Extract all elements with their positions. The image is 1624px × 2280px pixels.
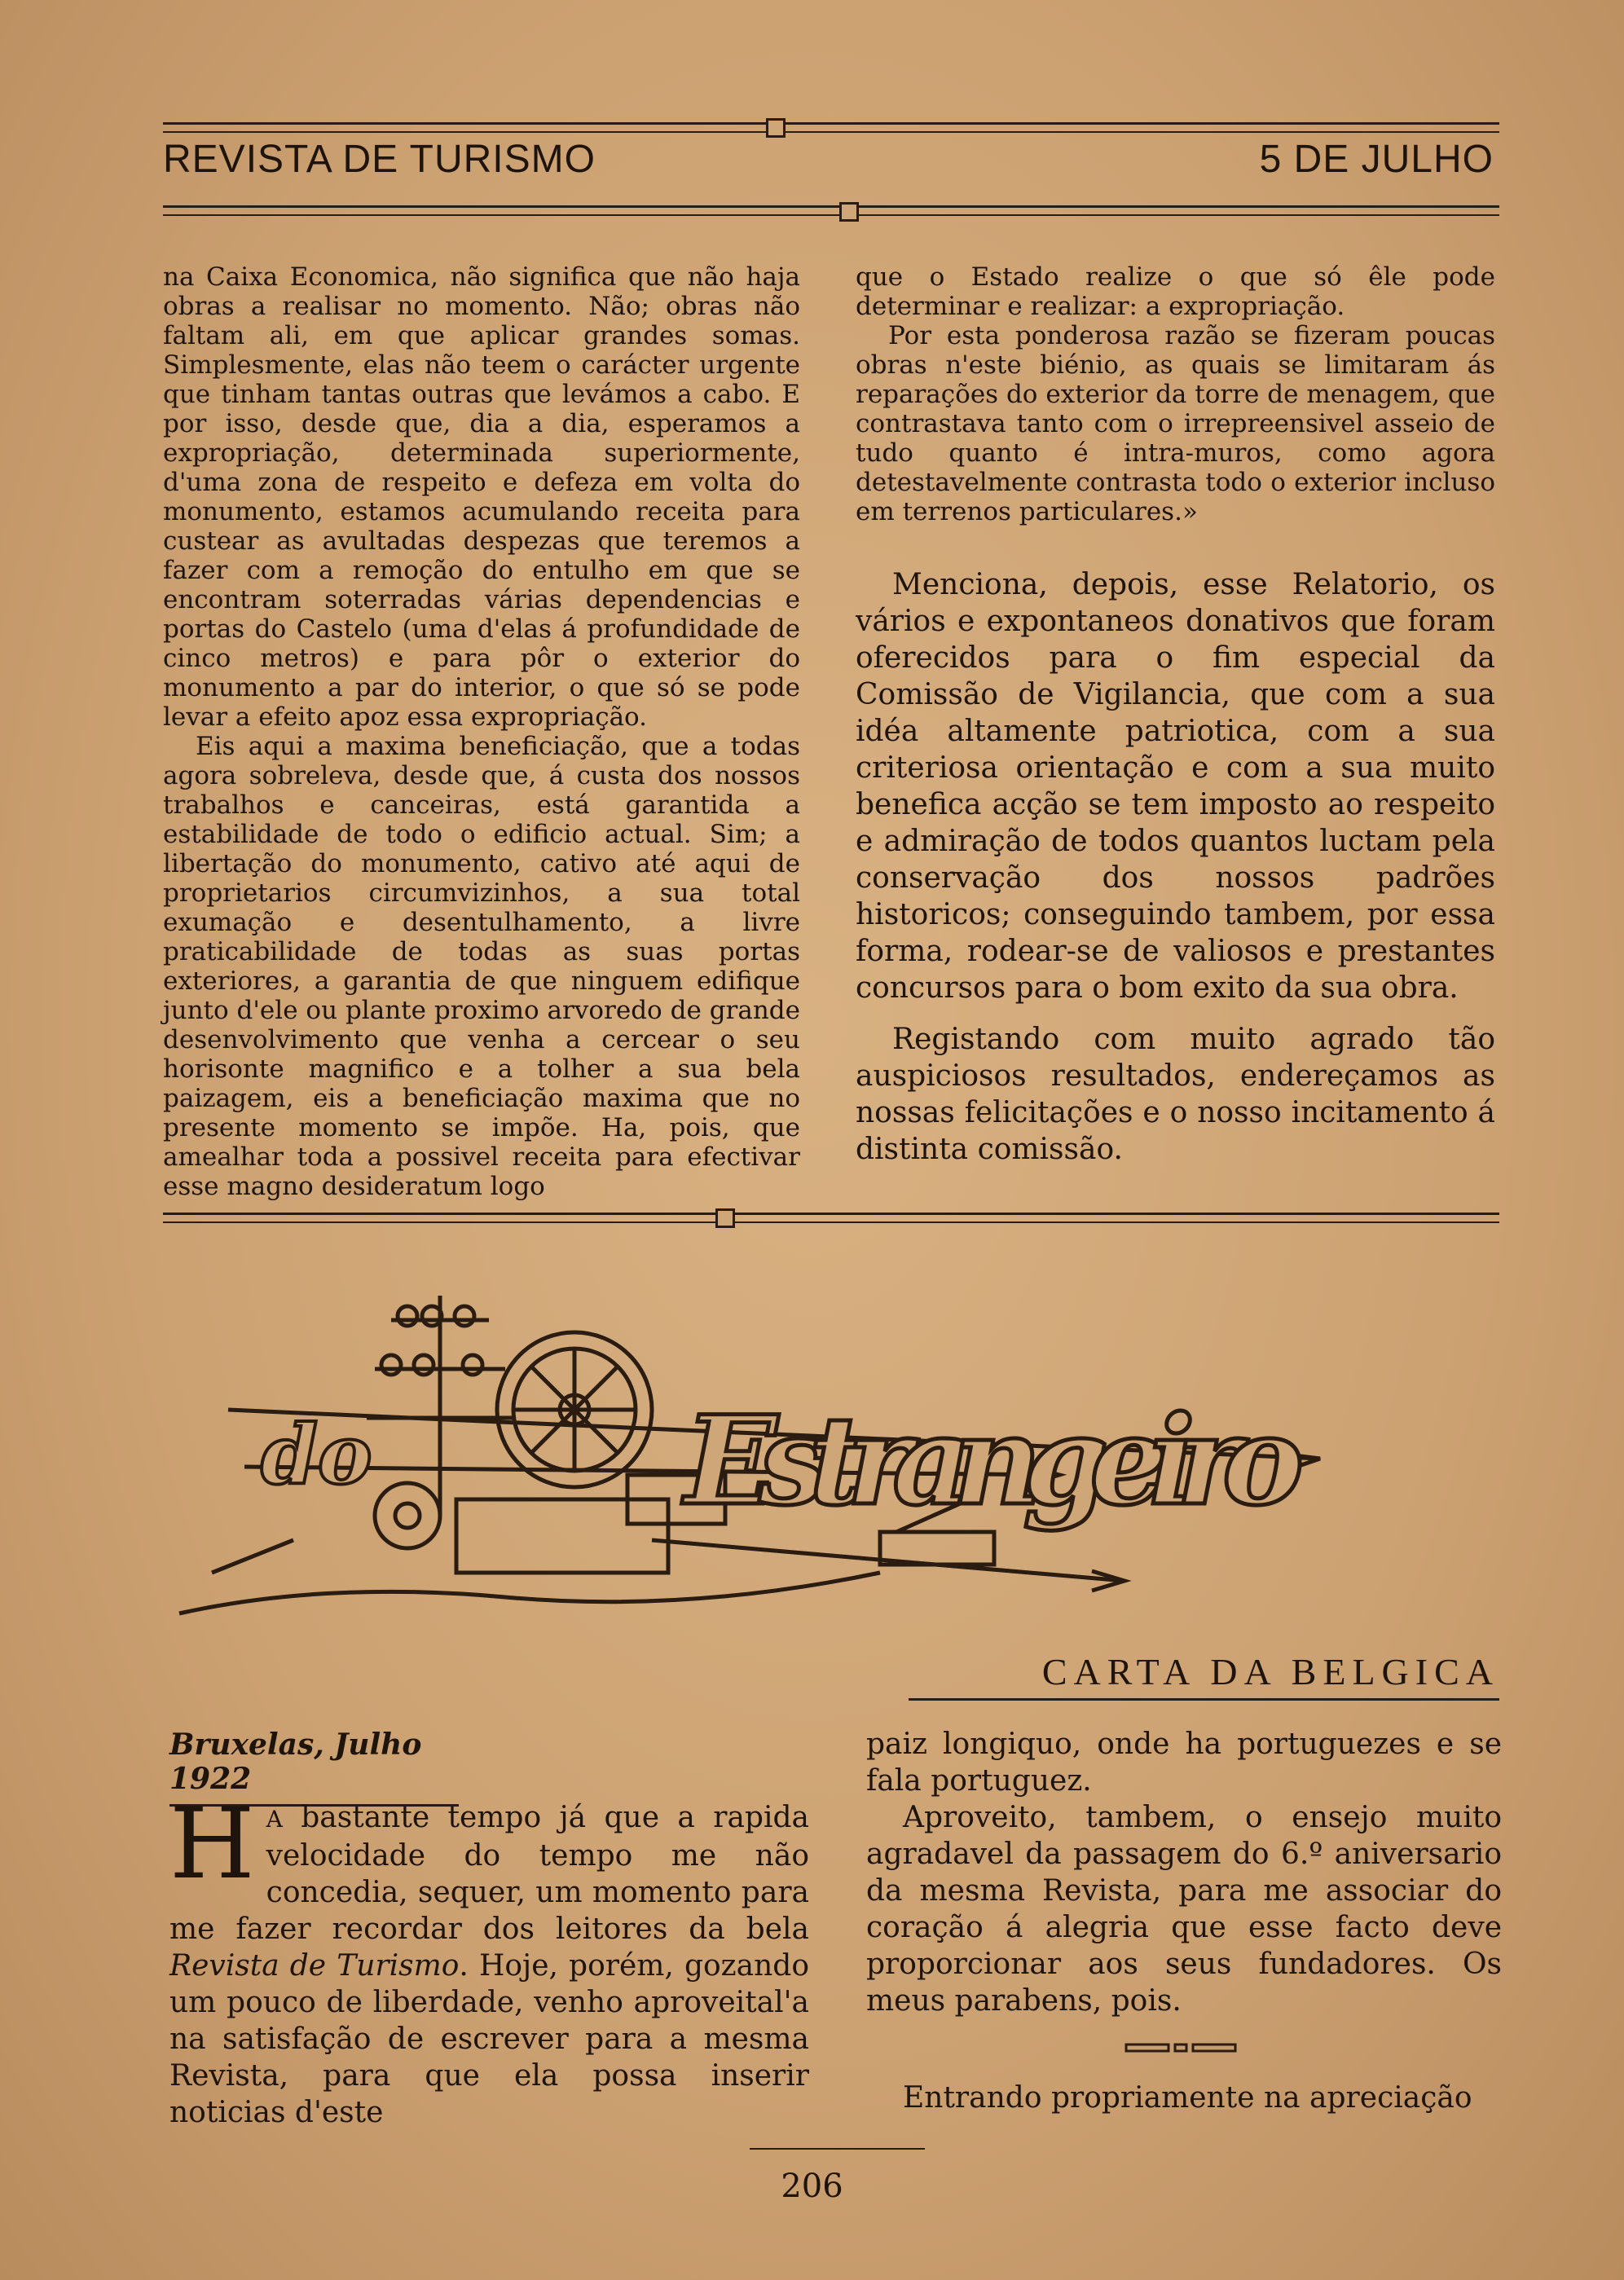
paragraph: Menciona, depois, esse Relatorio, os vários e expontaneos donativos que foram oferecidos para o fim especial da Comissão de Vigilancia, que com a sua idéa altamente patriotica, com a sua criteriosa orientação e com a sua muito benefica acção se tem imposto ao respeito e admiração de todos quantos luctam pela conservação dos nossos padrões historicos; conseguindo tambem, por essa forma, rodear-se de valiosos e prestantes concursos para o bom exito da sua obra. bbox=[856, 568, 1495, 1005]
paragraph: paiz longiquo, onde ha portuguezes e se fala portuguez. bbox=[866, 1728, 1502, 1798]
issue-date: 5 DE JULHO bbox=[1259, 138, 1494, 181]
square-ornament bbox=[839, 202, 859, 222]
dateline: Bruxelas, Julho 1922 bbox=[169, 1728, 459, 1807]
running-title: REVISTA DE TURISMO bbox=[163, 138, 596, 181]
section-rule bbox=[163, 1213, 1499, 1223]
article-column-right-large bbox=[856, 566, 1495, 1182]
page-number: 206 bbox=[781, 2168, 843, 2205]
divider-ornament bbox=[1124, 2041, 1239, 2054]
paragraph bbox=[169, 1788, 809, 2131]
square-ornament bbox=[715, 1208, 735, 1228]
emblem-word-estrangeiro: Estrangeiro bbox=[684, 1389, 1304, 1533]
paragraph: Aproveito, tambem, o ensejo muito agradavel da passagem do 6.º aniversario da mesma Revista, para me associar do coração á alegria que esse facto deve proporcionar aos seus fundadores. Os meus parabens, pois. bbox=[866, 1801, 1502, 2018]
article-column-left bbox=[163, 262, 800, 1201]
emblem-word-do: do bbox=[261, 1406, 372, 1503]
drop-cap: H bbox=[169, 1788, 255, 1901]
paragraph: Eis aqui a maxima beneficiação, que a todas agora sobreleva, desde que, á custa dos nossos trabalhos e canceiras, está garantida a estabilidade de todo o edificio actual. Sim; a libertação do monumento, cativo até aqui de proprietarios circumvizinhos, a sua total exumação e desentulhamento, a livre praticabilidade de todas as suas portas exteriores, a garantia de que ninguem edifique junto d'ele ou plante proximo arvoredo de grande desenvolvimento que venha a cercear o seu horisonte magnifico e a tolher a sua bela paizagem, eis a beneficiação maxima que no presente momento se impõe. Ha, pois, que amealhar toda a possivel receita para efectivar esse magno desideratum logo bbox=[163, 732, 800, 1201]
header-rule-top bbox=[163, 122, 1499, 133]
letter-column-right-continued bbox=[866, 2080, 1502, 2116]
article-column-right bbox=[856, 262, 1495, 526]
paragraph: Por esta ponderosa razão se fizeram poucas obras n'este biénio, as quais se limitaram ás reparações do exterior da torre de menagem, que contrastava tanto com o irrepreensivel asseio de tudo quanto é intra-muros, como agora detestavelmente contrasta todo o exterior incluso em terrenos particulares.» bbox=[856, 321, 1495, 526]
header-rule-bottom bbox=[163, 205, 1499, 216]
paragraph: Entrando propriamente na apreciação bbox=[903, 2081, 1472, 2115]
paragraph: que o Estado realize o que só êle pode determinar e realizar: a expropriação. bbox=[856, 262, 1495, 321]
do-estrangeiro-emblem bbox=[163, 1271, 1385, 1646]
square-ornament bbox=[766, 118, 786, 138]
letter-column-left bbox=[169, 1788, 809, 2131]
paragraph: Registando com muito agrado tão auspiciosos resultados, endereçamos as nossas felicitações e o nosso incitamento á distinta comissão. bbox=[856, 1023, 1495, 1166]
small-caps: A bbox=[266, 1806, 283, 1833]
publication-name: Revista de Turismo bbox=[169, 1949, 460, 1983]
text-run: bastante tempo já que a rapida velocidade do tempo me não concedia, sequer, um momento para me fazer recordar dos leitores da bela bbox=[169, 1801, 809, 1946]
section-heading: CARTA DA BELGICA bbox=[909, 1650, 1499, 1701]
paragraph: na Caixa Economica, não significa que não haja obras a realisar no momento. Não; obras não faltam ali, em que aplicar grandes somas. Simplesmente, elas não teem o carácter urgente que tinham tantas outras que levámos a cabo. E por isso, desde que, dia a dia, esperamos a expropriação, determinada superiormente, d'uma zona de respeito e defeza em volta do monumento, estamos acumulando receita para custear as avultadas despezas que teremos a fazer com a remoção do entulho em que se encontram soterradas várias dependencias e portas do Castelo (uma d'elas á profundidade de cinco metros) e para pôr o exterior do monumento a par do interior, o que só se pode levar a efeito apoz essa expropriação. bbox=[163, 262, 800, 732]
text-run: . Hoje, porém, gozando um pouco de liberdade, venho aproveital'a na satisfação de escrever para a mesma Revista, para que ela possa inserir noticias d'este bbox=[169, 1949, 809, 2129]
page-number-rule bbox=[750, 2148, 925, 2150]
letter-column-right bbox=[866, 1726, 1502, 2019]
